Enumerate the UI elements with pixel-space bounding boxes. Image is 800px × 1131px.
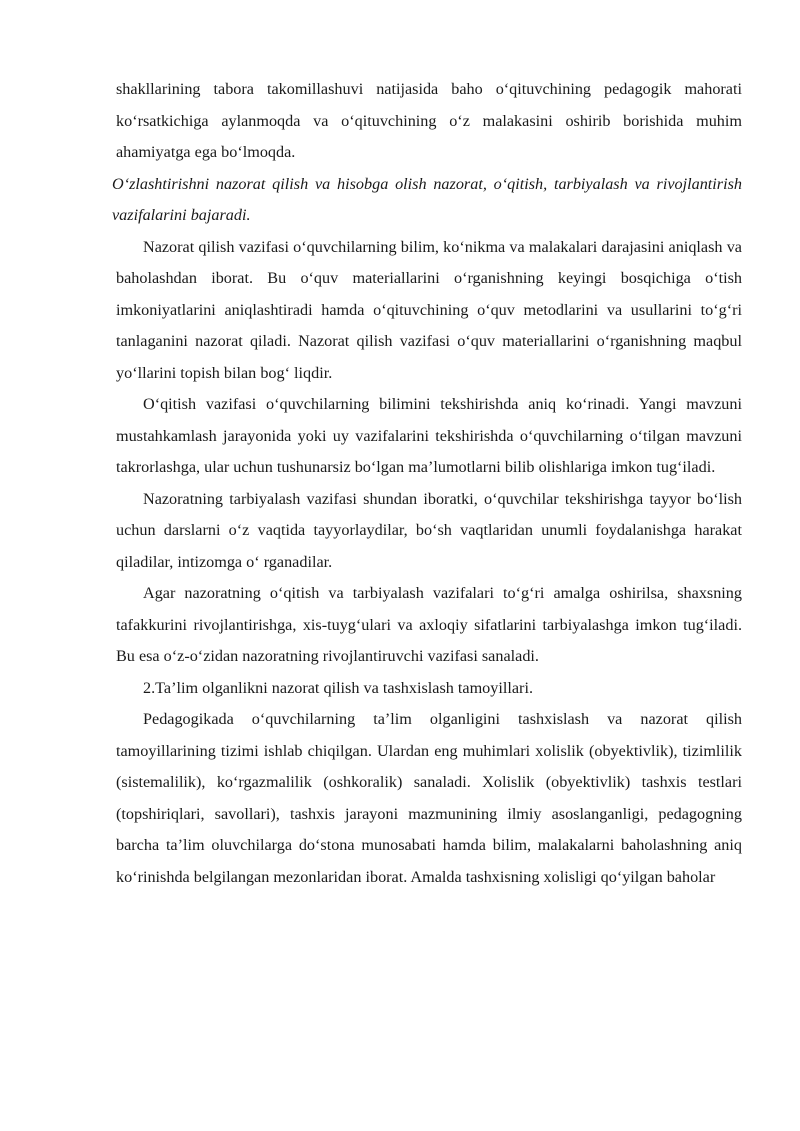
paragraph-upbringing-function: Nazoratning tarbiyalash vazifasi shundan iboratki, o‘quvchilar tekshirishga tayyor bo‘lish uchun darslarni o‘z vaqtida tayyorlaydilar, bo‘sh vaqtlaridan unumli foydalanishga harakat qiladilar, intizomga o‘ rganadilar. [116,489,742,571]
section-heading: 2.Ta’lim olganlikni nazorat qilish va tashxislash tamoyillari. [143,678,533,697]
paragraph-italic-statement: O‘zlashtirishni nazorat qilish va hisobga olish nazorat, o‘qitish, tarbiyalash va rivojlantirish vazifalarini bajaradi. [112,174,742,224]
paragraph-intro: shakllarining tabora takomillashuvi natijasida baho o‘qituvchining pedagogik mahorati ko‘rsatkichiga aylanmoqda va o‘qituvchining o‘z malakasini oshirib borishida muhim ahamiyatga ega bo‘lmoqda. [116,80,742,161]
paragraph-teaching-function: O‘qitish vazifasi o‘quvchilarning bilimini tekshirishda aniq ko‘rinadi. Yangi mavzuni mustahkamlash jarayonida yoki uy vazifalarini tekshirishda o‘quvchilarning o‘tilgan mavzuni takrorlashga, ular uchun tushunarsiz bo‘lgan ma’lumotlarni bilib olishlariga imkon tug‘iladi. [116,395,742,476]
paragraph-control-function: Nazorat qilish vazifasi o‘quvchilarning bilim, ko‘nikma va malakalari darajasini aniqlash va baholashdan iborat. Bu o‘quv materiallarini o‘rganishning keyingi bosqichiga o‘tish imkoniyatlarini aniqlashtiradi hamda o‘qituvchining o‘quv metodlarini va usullarini to‘g‘ri tanlaganini nazorat qiladi. Nazorat qilish vazifasi o‘quv materiallarini o‘rganishning maqbul yo‘llarini topish bilan bog‘ liqdir. [116,237,742,382]
paragraph-developing-function: Agar nazoratning o‘qitish va tarbiyalash vazifalari to‘g‘ri amalga oshirilsa, shaxsning tafakkurini rivojlantirishga, xis-tuyg‘ulari va axloqiy sifatlarini tarbiyalashga imkon tug‘iladi. Bu esa o‘z-o‘zidan nazoratning rivojlantiruvchi vazifasi sanaladi. [116,584,742,665]
document-page [112,74,742,893]
paragraph-principles: Pedagogikada o‘quvchilarning ta’lim olganligini tashxislash va nazorat qilish tamoyillarining tizimi ishlab chiqilgan. Ulardan eng muhimlari xolislik (obyektivlik), tizimlilik (sistemalilik), ko‘rgazmalilik (oshkoralik) sanaladi. Xolislik (obyektivlik) tashxis testlari (topshiriqlari, savollari), tashxis jarayoni mazmunining ilmiy asoslanganligi, pedagogning barcha ta’lim oluvchilarga do‘stona munosabati hamda bilim, malakalarni baholashning aniq ko‘rinishda belgilangan mezonlaridan iborat. Amalda tashxisning xolisligi qo‘yilgan baholar [116,710,742,886]
